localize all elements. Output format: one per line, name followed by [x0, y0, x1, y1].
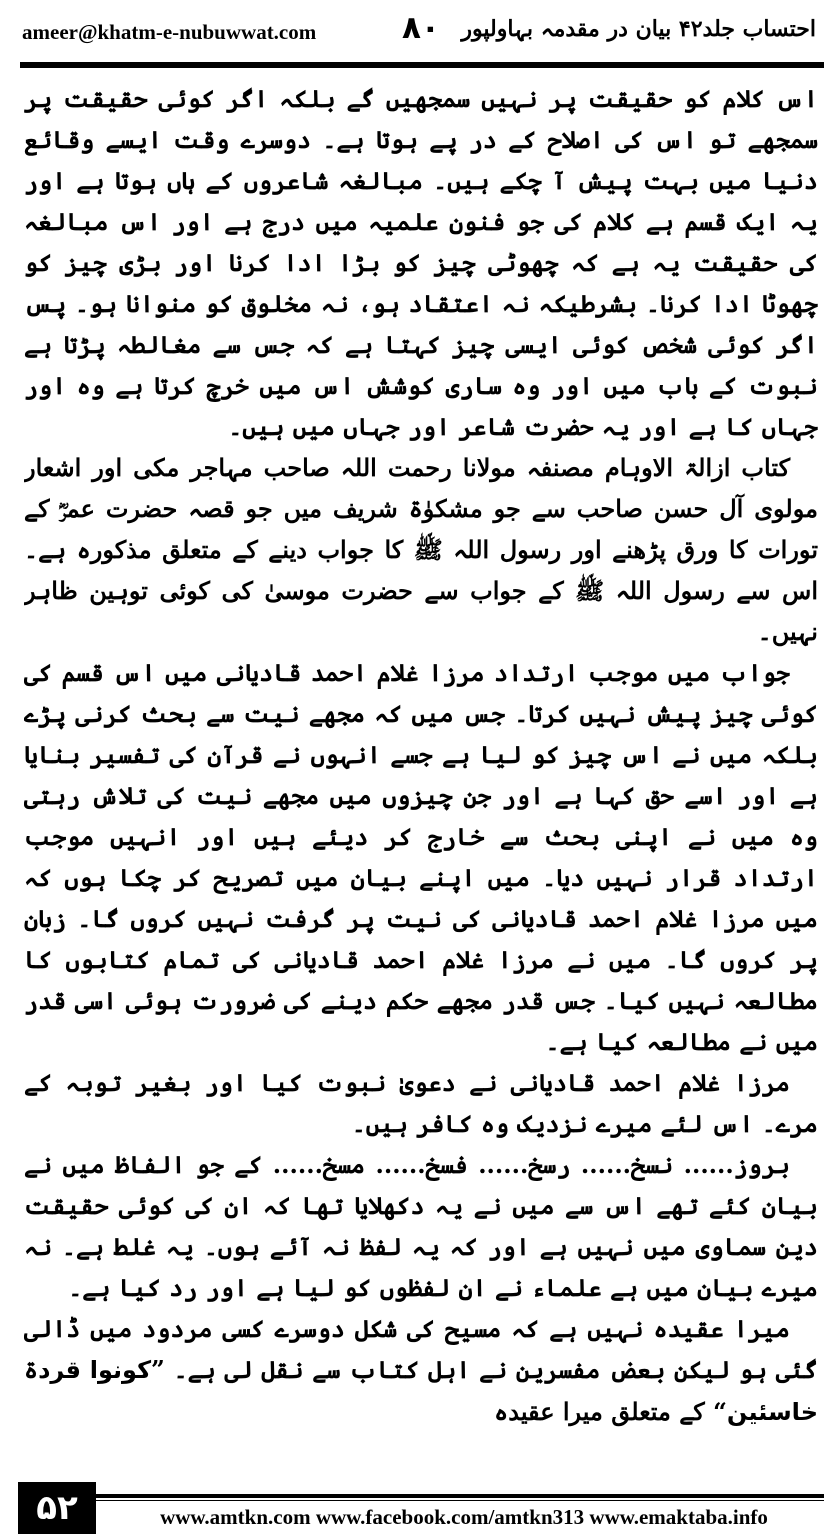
page-header — [0, 0, 840, 70]
footer-urls: www.amtkn.com www.facebook.com/amtkn313 www.emaktaba.info — [160, 1505, 768, 1529]
paragraph-6-text: میرا عقیدہ نہیں ہے کہ مسیح کی شکل دوسرے کسی مردود میں ڈالی گئی ہو لیکن بعض مفسرین نے اہل کتاب سے نقل لی ہے۔ — [24, 1314, 818, 1384]
footer-page-number: ۵۲ — [18, 1482, 96, 1534]
paragraph-5: بروز...... نسخ...... رسخ...... فسخ...... مسخ...... کے جو الفاظ میں نے بیان کئے تھے اس سے میں نے یہ دکھلایا تھا کہ ان کی کوئی حقیقت دین سماوی میں نہیں ہے اور کہ یہ لفظ نہ آئے ہوں۔ یہ غلط ہے۔ نہ میرے بیان میں ہے علماء نے ان لفظوں کو لیا ہے اور رد کیا ہے۔ — [24, 1150, 818, 1302]
paragraph-6: میرا عقیدہ نہیں ہے کہ مسیح کی شکل دوسرے کسی مردود میں ڈالی گئی ہو لیکن بعض مفسرین نے اہل کتاب سے نقل لی ہے۔ ”کونوا قردۃ خاسئین“ کے متعلق میرا عقیدہ — [24, 1314, 818, 1426]
page-footer — [0, 1460, 840, 1540]
document-body — [24, 78, 818, 1456]
paragraph-2: کتاب ازالۃ الاوہام مصنفہ مولانا رحمت اللہ صاحب مہاجر مکی اور اشعار مولوی آل حسن صاحب سے جو مشکوٰۃ شریف میں جو قصہ حضرت عمرؓ کے تورات کا ورق پڑھنے اور رسول اللہ ﷺ کا جواب دینے کے متعلق مذکورہ ہے۔ اس سے رسول اللہ ﷺ کے جواب سے حضرت موسیٰ کی کوئی توہین ظاہر نہیں۔ — [24, 453, 818, 646]
header-page-number: ۸۰ — [402, 10, 440, 46]
paragraph-3: جواب میں موجب ارتداد مرزا غلام احمد قادیانی میں اس قسم کی کوئی چیز پیش نہیں کرتا۔ جس میں کہ مجھے نیت سے بحث کرنی پڑے بلکہ میں نے اس چیز کو لیا ہے جسے انہوں نے قرآن کی تفسیر بنایا ہے اور اسے حق کہا ہے اور جن چیزوں میں مجھے نیت کی تلاش رہتی وہ میں نے اپنی بحث سے خارج کر دیئے ہیں اور انہیں موجب ارتداد قرار نہیں دیا۔ میں اپنے بیان میں تصریح کر چکا ہوں کہ میں مرزا غلام احمد قادیانی کی نیت پر گرفت نہیں کروں گا۔ زبان پر کروں گا۔ میں نے مرزا غلام احمد قادیانی کی تمام کتابوں کا مطالعہ نہیں کیا۔ جس قدر مجھے حکم دینے کی ضرورت ہوئی اسی قدر میں نے مطالعہ کیا ہے۔ — [24, 658, 818, 1056]
running-title: احتساب جلد۴۲ بیان در مقدمہ بہاولپور — [461, 16, 816, 42]
paragraph-6-tail: کے متعلق میرا عقیدہ — [494, 1397, 705, 1426]
quranic-phrase: کونوا قردۃ خاسئین — [24, 1356, 818, 1426]
footer-rule-thin — [96, 1500, 824, 1501]
paragraph-4: مرزا غلام احمد قادیانی نے دعویٰ نبوت کیا اور بغیر توبہ کے مرے۔ اس لئے میرے نزدیک وہ کافر ہیں۔ — [24, 1068, 818, 1138]
header-rule — [20, 62, 824, 68]
footer-rule — [96, 1494, 824, 1498]
header-email: ameer@khatm-e-nubuwwat.com — [22, 20, 317, 44]
paragraph-1: اس کلام کو حقیقت پر نہیں سمجھیں گے بلکہ اگر کوئی حقیقت پر سمجھے تو اس کی اصلاح کے در پے ہوتا ہے۔ دوسرے وقت ایسے وقائع دنیا میں بہت پیش آ چکے ہیں۔ مبالغہ شاعروں کے ہاں ہوتا ہے اور یہ ایک قسم ہے کلام کی جو فنون علمیہ میں درج ہے اور اس مبالغہ کی حقیقت یہ ہے کہ چھوٹی چیز کو بڑا ادا کرنا اور بڑی چیز کو چھوٹا ادا کرنا۔ بشرطیکہ نہ اعتقاد ہو، نہ مخلوق کو منوانا ہو۔ پس اگر کوئی شخص کوئی ایسی چیز کہتا ہے کہ جس سے مغالطہ پڑتا ہے نبوت کے باب میں اور وہ ساری کوشش اس میں خرچ کرتا ہے وہ اور جہاں کا ہے اور یہ حضرت شاعر اور جہاں میں ہیں۔ — [24, 84, 818, 441]
